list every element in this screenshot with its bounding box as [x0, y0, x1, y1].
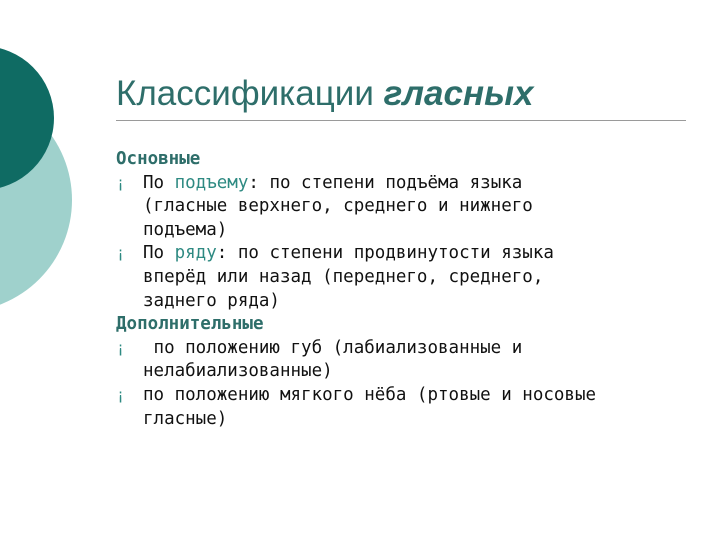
item-line: по положению губ (лабиализованные и: [143, 337, 523, 358]
bullet-circle-icon: ¡: [116, 173, 126, 192]
item-line: (гласные верхнего, среднего и нижнего: [143, 196, 533, 217]
section-heading-main: Основные: [116, 149, 201, 169]
item-line: по положению мягкого нёба (ртовые и носовые: [143, 384, 597, 405]
list-item: [116, 242, 696, 313]
item-term: подъему: [174, 172, 249, 193]
bullet-circle-icon: ¡: [116, 338, 126, 357]
item-line: нелабиализованные): [143, 361, 333, 382]
bullet-circle-icon: ¡: [116, 244, 126, 263]
item-text: : по степени продвинутости языка: [216, 243, 554, 264]
list-item: [116, 172, 696, 243]
item-line: [143, 242, 696, 266]
slide-title: [116, 74, 533, 114]
bullet-circle-icon: ¡: [116, 385, 126, 404]
slide-body: [116, 148, 696, 431]
item-prefix: По: [143, 172, 175, 193]
title-emphasis: гласных: [383, 74, 534, 113]
item-prefix: По: [143, 243, 175, 264]
list-item: [116, 384, 696, 431]
item-line: [143, 172, 696, 196]
item-text: : по степени подъёма языка: [248, 172, 523, 193]
item-term: ряду: [174, 243, 217, 264]
section-heading-additional: Дополнительные: [116, 314, 264, 335]
title-plain: Классификации: [116, 74, 384, 113]
item-line: вперёд или назад (переднего, среднего,: [143, 266, 544, 287]
title-underline: [116, 120, 686, 121]
item-line: гласные): [143, 408, 228, 429]
list-item: [116, 337, 696, 384]
item-line: заднего ряда): [143, 290, 280, 311]
item-line: подъема): [143, 219, 228, 240]
